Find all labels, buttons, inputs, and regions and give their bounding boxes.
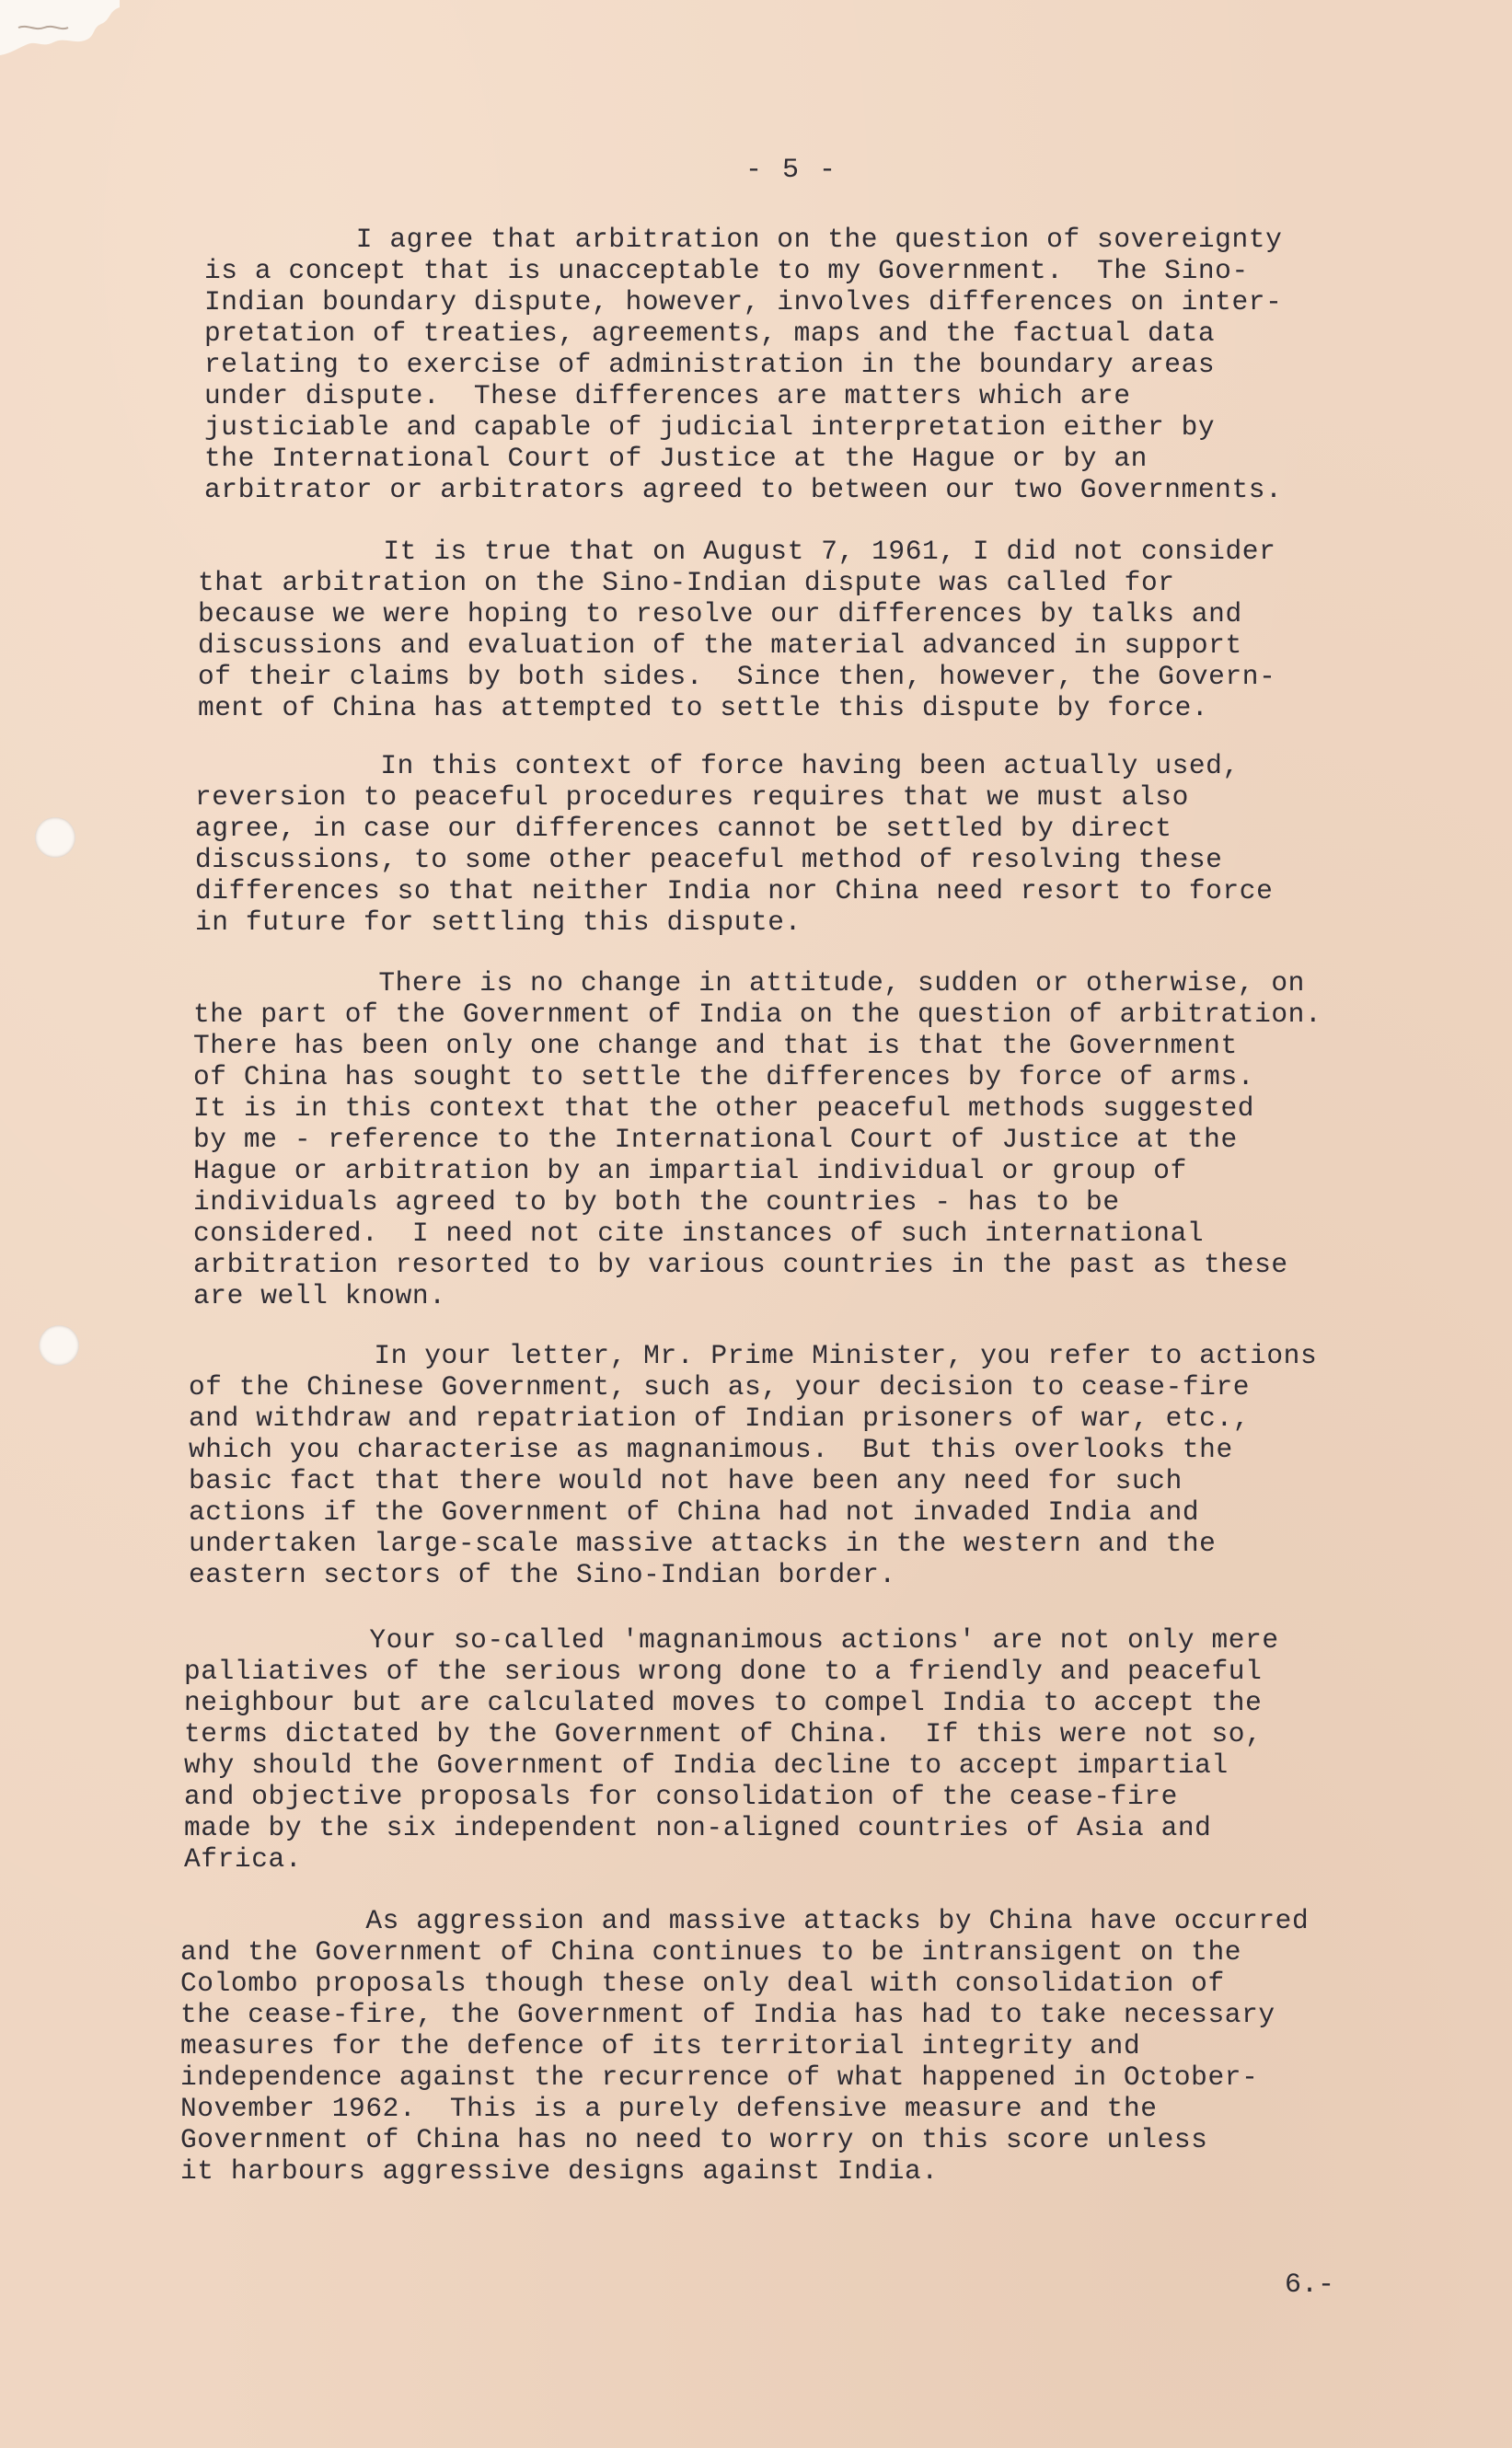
paragraph-no-change-in-attitude: There is no change in attitude, sudden or otherwise, on the part of the Government of India on the question of arbitration. There has been only one change and that is that the Government of China has sought to settle the differences by force of arms. It is in this context that the other peaceful methods suggested by me - reference to the International Court of Justice at the Hague or arbitration by an impartial individual or group of individuals agreed to by both the countries - has to be considered. I need not cite instances of such international arbitration resorted to by various countries in the past as these are well known. — [193, 967, 1322, 1311]
page-number: - 5 - — [744, 155, 837, 186]
punch-hole-upper — [35, 817, 75, 858]
next-page-marker: 6.- — [1285, 2269, 1335, 2301]
paragraph-peaceful-procedures: In this context of force having been actually used, reversion to peaceful procedures requires that we must also agree, in case our differences cannot be settled by direct discussions, to some other peaceful method of resolving these differences so that neither India nor China need resort to force in future for settling this dispute. — [195, 750, 1274, 938]
paragraph-defensive-measures: As aggression and massive attacks by China have occurred and the Government of China continues to be intransigent on the Colombo proposals though these only deal with consolidation of the cease-fire, the Government of India has had to take necessary measures for the defence of its territorial integrity and independence against the recurrence of what happened in October- November 1962. This is a purely defensive measure and the Government of China has no need to worry on this score unless it harbours aggressive designs against India. — [180, 1905, 1310, 2187]
paragraph-your-letter: In your letter, Mr. Prime Minister, you refer to actions of the Chinese Government, such as, your decision to cease-fire and withdraw and repatriation of Indian prisoners of war, etc., which you characterise as magnanimous. But this overlooks the basic fact that there would not have been any need for such actions if the Government of China had not invaded India and undertaken large-scale massive attacks in the western and the eastern sectors of the Sino-Indian border. — [189, 1340, 1318, 1590]
paragraph-august-1961: It is true that on August 7, 1961, I did not consider that arbitration on the Sino-Indian dispute was called for because we were hoping to resolve our differences by talks and discussions and evaluation of the material advanced in support of their claims by both sides. Since then, however, the Govern- ment of China has attempted to settle this dispute by force. — [198, 536, 1276, 723]
punch-hole-lower — [39, 1325, 79, 1366]
torn-corner-mark — [0, 0, 120, 64]
paragraph-magnanimous-actions: Your so-called 'magnanimous actions' are not only mere palliatives of the serious wrong done to a friendly and peaceful neighbour but are calculated moves to compel India to accept the terms dictated by the Government of China. If this were not so, why should the Government of India decline to accept impartial and objective proposals for consolidation of the cease-fire made by the six independent non-aligned countries of Asia and Africa. — [184, 1624, 1279, 1875]
paragraph-arbitration-concept: I agree that arbitration on the question of sovereignty is a concept that is unacceptable to my Government. The Sino- Indian boundary dispute, however, involves differences on inter- pretation of treaties, agreements, maps and the factual data relating to exercise of administration in the boundary areas under dispute. These differences are matters which are justiciable and capable of judicial interpretation either by the International Court of Justice at the Hague or by an arbitrator or arbitrators agreed to between our two Governments. — [204, 224, 1283, 505]
